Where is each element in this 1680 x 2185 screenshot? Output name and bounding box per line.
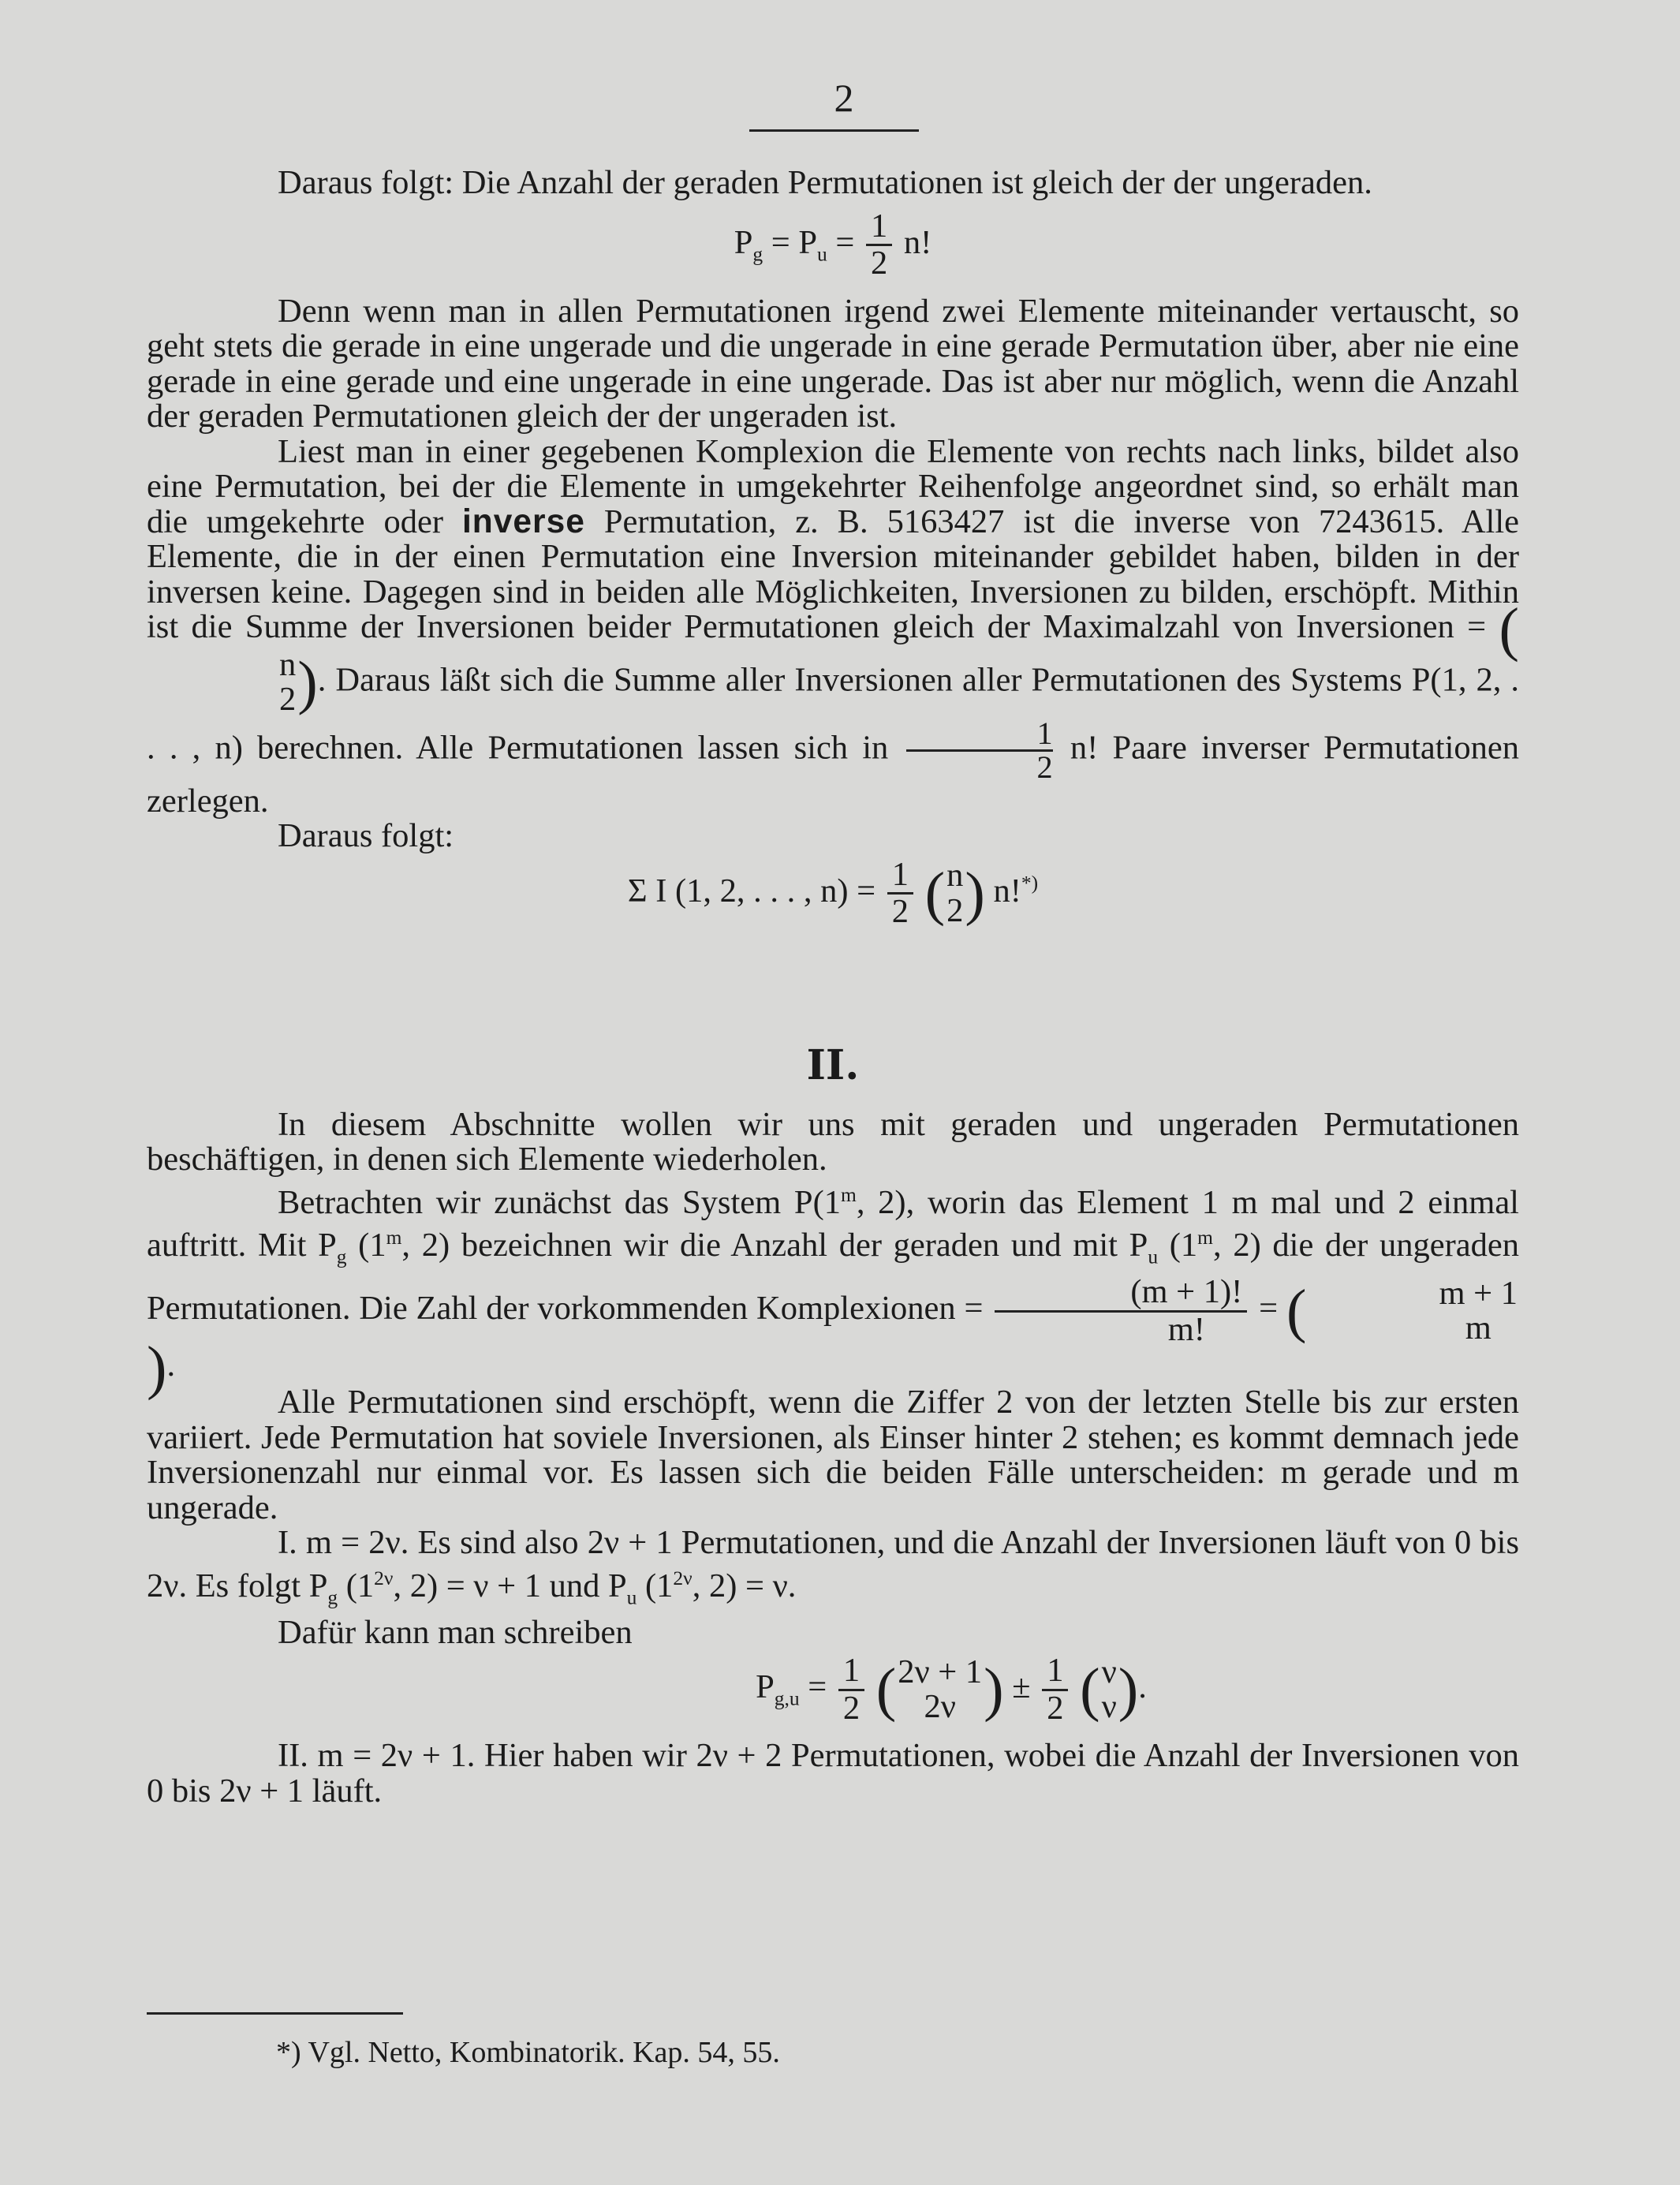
paragraph-9: Dafür kann man schreiben: [278, 1613, 633, 1651]
footnote-rule: [147, 2012, 403, 2015]
paragraph-8: I. m = 2ν. Es sind also 2ν + 1 Permutationen, und die Anzahl der Inversionen läuft von 0 bis 2ν. Es folgt $P_g$ ($1^{2\nu}$, 2) = ν + 1 und $P_u$ ($1^{2\nu}$, 2) = ν.: [147, 1524, 1519, 1609]
fraction-one-half: $\frac{1}{2}$: [866, 209, 892, 282]
paragraph-3: Liest man in einer gegebenen Komplexion die Elemente von rechts nach links, bildet also eine Permutation, bei der die Elemente in umgekehrter Reihenfolge angeordnet sind, so erhält man die umgekehrte oder inverse Permutation, z. B. 5163427 ist die inverse von 7243615. Alle Elemente, die in der einen Permutation eine Inversion miteinander gebildet haben, bilden in der inversen keine. Dagegen sind in beiden alle Möglichkeiten, Inversionen zu bilden, erschöpft. Mithin ist die Summe der Inversionen beider Permutationen gleich der Maximalzahl von Inversionen = ( n 2 ). Daraus läßt sich die Summe aller Inversionen aller Permutationen des Systems P(1, 2, . . . , n) berechnen. Alle Permutationen lassen sich in $\frac{1}{2}$ n! Paare inverser Permutationen zerlegen.: [147, 432, 1520, 820]
binom-n-2: n 2: [279, 645, 297, 719]
footnote: *) Vgl. Netto, Kombinatorik. Kap. 54, 55.: [276, 2036, 780, 2069]
paragraph-4: Daraus folgt:: [278, 817, 454, 855]
paragraph-10: II. m = 2ν + 1. Hier haben wir 2ν + 2 Permutationen, wobei die Anzahl der Inversionen von 0 bis 2ν + 1 läuft.: [147, 1737, 1519, 1810]
section-heading: II.: [806, 1041, 860, 1089]
paragraph-5: In diesem Abschnitte wollen wir uns mit geraden und ungeraden Permutationen beschäftigen, in denen sich Elemente wiederholen.: [147, 1105, 1519, 1178]
page-number-rule: [749, 129, 919, 132]
formula-pg-pu: $P_g = P_u$ = $\frac{1}{2}$ n!: [734, 207, 932, 282]
fraction-factorial: $\frac{(m + 1)!}{m!}$: [995, 1275, 1247, 1347]
formula-sum-inversions: Σ I (1, 2, . . . , n) = $\frac{1}{2}$ ( n 2 ) n!*): [627, 855, 1039, 931]
paragraph-7: Alle Permutationen sind erschöpft, wenn die Ziffer 2 von der letzten Stelle bis zur ersten variiert. Jede Permutation hat soviele Inversionen, als Einser hinter 2 stehen; es kommt demnach jede Inversionenzahl nur einmal vor. Es lassen sich die beiden Fälle unterscheiden: m gerade und m ungerade.: [147, 1384, 1519, 1526]
page-number: 2: [834, 76, 854, 120]
body-text: [147, 166, 1519, 1809]
fraction-inline-half: $\frac{1}{2}$: [906, 718, 1053, 784]
paragraph-6: Betrachten wir zunächst das System P(1$^m$, 2), worin das Element 1 m mal und 2 einmal auftritt. Mit $P_g$ (1$^m$, 2) bezeichnen wir die Anzahl der geraden und mit $P_u$ (1$^m$, 2) die der ungeraden Permutationen. Die Zahl der vorkommenden Komplexionen = $\frac{(m + 1)!}{m!}$ = ( m + 1 m ).: [147, 1182, 1520, 1401]
paragraph-1: Daraus folgt: Die Anzahl der geraden Permutationen ist gleich der der ungeraden.: [278, 164, 1372, 201]
bold-term-inverse: inverse: [462, 502, 585, 540]
formula-pgu: $P_{g,u}$ = $\frac{1}{2}$ ( 2ν + 1 2ν ) ± $\frac{1}{2}$ ( ν ν ).: [756, 1652, 1147, 1727]
paragraph-2: Denn wenn man in allen Permutationen irgend zwei Elemente miteinander vertauscht, so geht stets die gerade in eine ungerade und die ungerade in eine gerade Permutation über, aber nie eine gerade in eine gerade und eine ungerade in eine ungerade. Das ist aber nur möglich, wenn die Anzahl der geraden Permutationen gleich der der ungeraden ist.: [147, 292, 1519, 435]
